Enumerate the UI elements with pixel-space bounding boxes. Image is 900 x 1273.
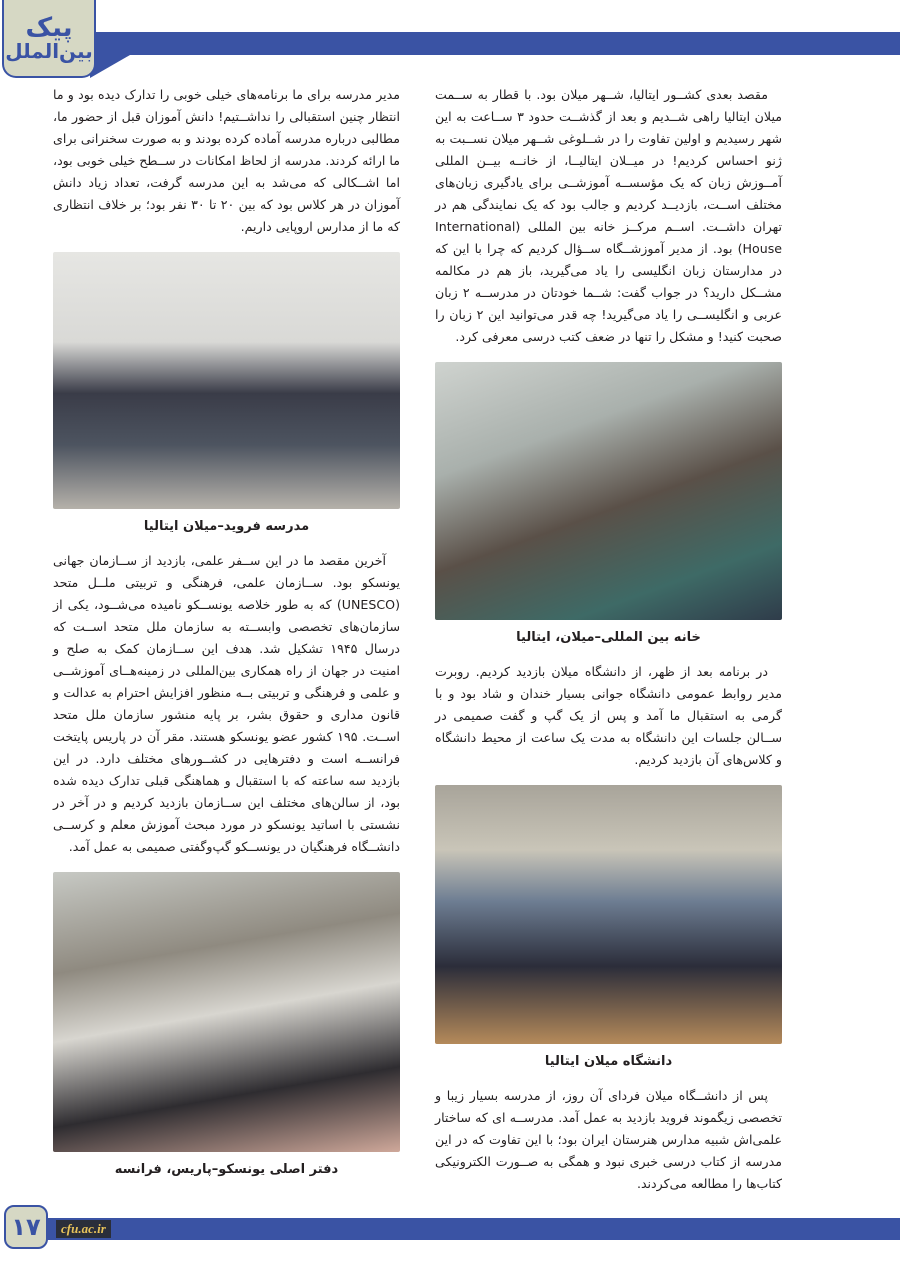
photo-international-house (435, 362, 782, 620)
footer (0, 1205, 900, 1261)
paragraph: آخرین مقصد ما در این ســفر علمی، بازدید از ســازمان جهانی یونسکو بود. ســازمان علمی، فرهنگی و تربیتی ملــل متحد (UNESCO) که به طور خلاصه یونســکو نامیده می‌شــود، یکی از سازمان‌های تخصصی وابســته به سازمان ملل متحد اســت که درسال ۱۹۴۵ تشکیل شد. هدف این ســازمان کمک به صلح و امنیت در جهان از راه همکاری بین‌المللی در زمینه‌هــای آموزشــی و علمی و فرهنگی و تربیتی بــه منظور افزایش احترام به عدالت و قانون مداری و حقوق بشر، بر پایه منشور سازمان ملل متحد اســت. ۱۹۵ کشور عضو یونسکو هستند. مقر آن در پاریس پایتخت فرانســه است و دفترهایی در کشــورهای مختلف دارد. در این بازدید سه ساعته که با استقبال و هماهنگی قبلی تدارک دیده شده بود، از سالن‌های مختلف این ســازمان بازدید کردیم و در آخر در نشستی با اساتید یونسکو در مورد مبحث آموزش معلم و کرســی دانشــگاه فرهنگیان در یونســکو گپ‌وگفتی صمیمی به عمل آمد. (53, 553, 401, 854)
caption-unesco-paris: دفتر اصلی یونسکو–پاریس، فرانسه (114, 1162, 339, 1177)
left-column-para1 (53, 84, 400, 238)
paragraph: پس از دانشــگاه میلان فردای آن روز، از مدرسه بسیار زیبا و تخصصی زیگموند فروید بازدید به عمل آمد. مدرســه ای که ساختار علمی‌اش شبیه مدارس هنرستان ایران بود؛ با این تفاوت که در این مدرسه از کتاب درسی خبری نبود و همگی به صــورت الکترونیکی کتاب‌ها را مطالعه می‌کردند. (435, 1088, 782, 1191)
header-bar (90, 32, 900, 55)
magazine-logo (2, 0, 96, 78)
caption-freud-school: مدرسه فروید–میلان ایتالیا (143, 519, 310, 534)
caption-milan-university: دانشگاه میلان ایتالیا (544, 1054, 673, 1069)
watermark: cfu.ac.ir (56, 1220, 111, 1238)
header-bar-tail (90, 55, 130, 78)
left-column (53, 84, 400, 1195)
header (0, 0, 900, 84)
paragraph: مقصد بعدی کشــور ایتالیا، شــهر میلان بود. با قطار به ســمت میلان ایتالیا راهی شــدیم و بعد از گذشــت حدود ۳ ســاعت به این شهر رسیدیم و اولین تفاوت را در شــلوغی شــهر میلان نســبت به ژنو احساس کردیم! در میــلان ایتالیــا، از خانــه بیــن المللی آمــوزش زبان که یک مؤسســه آموزشــی برای یادگیری زبان‌های مختلف اســت، بازدیــد کردیم و جالب بود که یک نمایندگی هم در تهران داشــت. اســم مرکــز خانه بین المللی (International House) بود. از مدیر آموزشــگاه ســؤال کردیم که چرا با این که در مدارستان زبان انگلیسی را یاد می‌گیرید، باز هم در مکالمه مشــکل دارید؟ در جواب گفت: شــما خودتان در مدرســه ۲ زبان عربی و انگلیســی را یاد می‌گیرید! چه قدر می‌توانید این ۲ زبان را صحبت کنید! و مشکل را تنها در ضعف کتب درسی معرفی کرد. (435, 87, 783, 344)
caption-international-house: خانه بین المللی–میلان، ایتالیا (516, 630, 701, 645)
logo-line1: پیک (25, 13, 73, 43)
photo-unesco-paris (53, 872, 400, 1152)
right-column-para2 (435, 661, 782, 771)
paragraph: در برنامه بعد از ظهر، از دانشگاه میلان بازدید کردیم. روبرت مدیر روابط عمومی دانشگاه جوانی بسیار خندان و شاد بود و با گرمی به استقبال ما آمد و پس از یک گپ و گفت صمیمی در ســالن جلسات این دانشگاه به مدت یک ساعت از محیط دانشگاه و کلاس‌های آن بازدید کردیم. (435, 664, 782, 767)
paragraph: مدیر مدرسه برای ما برنامه‌های خیلی خوبی را تدارک دیده بود و ما انتظار چنین استقبالی را نداشــتیم! دانش آموزان قبل از حضور ما، مطالبی درباره مدرسه آماده کرده بودند و به صورت سخنرانی برای ما ارائه کردند. مدرسه از لحاظ امکانات در ســطح خیلی خوبی بود، اما اشــکالی که می‌شد به این مدرسه گرفت، تعداد زیاد دانش آموزان در هر کلاس بود که بین ۲۰ تا ۳۰ نفر بود؛ بر خلاف انتظاری که ما از مدارس اروپایی داریم. (53, 87, 401, 234)
photo-freud-school (53, 252, 400, 509)
left-column-para2 (53, 550, 400, 858)
photo-milan-university (435, 785, 782, 1044)
page-number: ۱۷ (4, 1205, 48, 1249)
footer-bar (46, 1218, 900, 1240)
right-column (435, 84, 782, 1195)
logo-line2: بین‌الملل (5, 39, 93, 63)
right-column-para3 (435, 1085, 782, 1195)
columns (0, 84, 900, 1195)
right-column-para1 (435, 84, 782, 348)
